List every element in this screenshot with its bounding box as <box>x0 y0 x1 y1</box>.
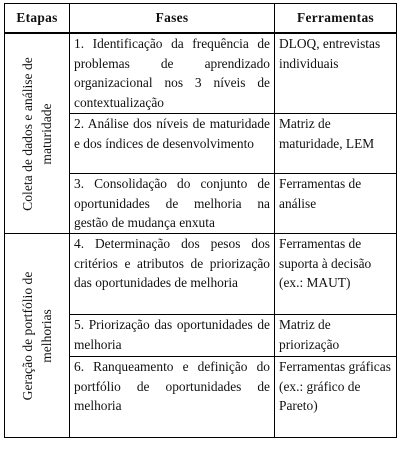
etapa-coleta-cell <box>5 33 70 234</box>
etapa-geracao-cell <box>5 234 70 438</box>
ferramentas-cell: Matriz de priorização <box>275 315 397 357</box>
fase-cell: 6. Ranqueamento e definição do portfólio de oportunidades de melhoria <box>70 357 275 438</box>
ferramentas-cell: Ferramentas de análise <box>275 174 397 234</box>
fase-cell: 1. Identificação da frequência de problemas de aprendizado organizacional nos 3 níveis de contextualização <box>70 33 275 114</box>
process-table <box>4 3 397 438</box>
etapa-geracao-label <box>18 271 56 400</box>
ferramentas-cell: Matriz de maturidade, LEM <box>275 114 397 174</box>
header-row <box>5 4 397 34</box>
header-etapas: Etapas <box>5 4 70 34</box>
fase-cell: 5. Priorização das oportunidades de melhoria <box>70 315 275 357</box>
fase-cell: 3. Consolidação do conjunto de oportunidades de melhoria na gestão de mudança enxuta <box>70 174 275 234</box>
etapa-label-line: maturidade <box>39 102 54 165</box>
etapa-label-line: melhorias <box>39 308 54 363</box>
header-ferramentas: Ferramentas <box>275 4 397 34</box>
table-header <box>5 4 397 34</box>
ferramentas-cell: Ferramentas gráficas (ex.: gráfico de Pareto) <box>275 357 397 438</box>
fase-cell: 4. Determinação dos pesos dos critérios e atributos de priorização das oportunidades de melhoria <box>70 234 275 315</box>
table-row <box>5 33 397 114</box>
table-row <box>5 234 397 315</box>
header-fases: Fases <box>70 4 275 34</box>
etapa-label-line: Coleta de dados e análise de <box>20 56 35 211</box>
etapa-label-line: Geração de portfólio de <box>20 271 35 400</box>
ferramentas-cell: DLOQ, entrevistas individuais <box>275 33 397 114</box>
etapa-coleta-label <box>18 57 56 211</box>
fase-cell: 2. Análise dos níveis de maturidade e dos índices de desenvolvimento <box>70 114 275 174</box>
ferramentas-cell: Ferramentas de suporta à decisão (ex.: MAUT) <box>275 234 397 315</box>
table-body <box>5 33 397 438</box>
